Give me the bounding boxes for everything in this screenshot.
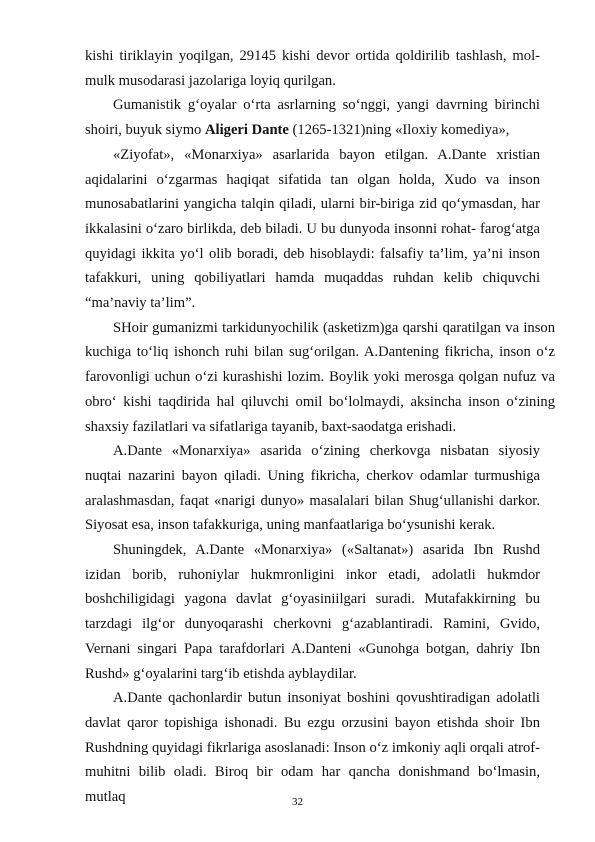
page-number: 32 [292, 796, 303, 808]
page-body [85, 44, 555, 810]
paragraph-adolatli-davlat: A.Dante qachonlardir butun insoniyat boshini qovushtiradigan adolatli davlat qaror topishiga ishonadi. Bu ezgu orzusini bayon etishda shoir Ibn Rushdning quyidagi fikrlariga asoslanadi: Inson o‘z imkoniy aqli orqali atrof-muhitni bilib oladi. Biroq bir odam har qancha donishmand bo‘lmasin, mutlaq [85, 690, 540, 806]
paragraph-shuningdek: Shuningdek, A.Dante «Monarxiya» («Saltanat») asarida Ibn Rushd izidan borib, ruhoniylar hukmronligini inkor etadi, adolatli hukmdor boshchiligidagi yagona davlat g‘oyasiniilgari suradi. Mutafakkirning bu tarzdagi ilg‘or dunyoqarashi cherkovni g‘azablantiradi. Ramini, Gvido, Vernani singari Papa tarafdorlari A.Danteni «Gunohga botgan, dahriy Ibn Rushd» g‘oyalarini targ‘ib etishda ayblaydilar. [85, 542, 540, 682]
paragraph-continuation: kishi tiriklayin yoqilgan, 29145 kishi devor ortida qoldirilib tashlash, mol-mulk musodarasi jazolariga loyiq qurilgan. [85, 48, 540, 89]
paragraph-ziyofat: «Ziyofat», «Monarxiya» asarlarida bayon etilgan. A.Dante xristian aqidalarini o‘zgarmas haqiqat sifatida tan olgan holda, Xudo va inson munosabatlarini yangicha talqin qiladi, ularni bir-biriga zid qo‘ymasdan, har ikkalasini o‘zaro birlikda, deb biladi. U bu dunyoda insonni rohat- farog‘atga quyidagi ikkita yo‘l olib boradi, deb hisoblaydi: falsafiy ta’lim, ya’ni inson tafakkuri, uning qobiliyatlari hamda muqaddas ruhdan kelib chiquvchi “ma’naviy ta’lim”. [85, 146, 540, 312]
paragraph-text-segment: Gumanistik g‘oyalar o‘rta asrlarning so‘nggi, yangi davrning birinchi shoiri, buyuk siymo [85, 97, 540, 139]
bold-name-dante: Aligeri Dante [205, 122, 289, 139]
paragraph-gumanistik [85, 93, 540, 142]
paragraph-shoir-gumanizmi: SHoir gumanizmi tarkidunyochilik (asketizm)ga qarshi qaratilgan va inson kuchiga to‘liq ishonch ruhi bilan sug‘orilgan. A.Dantening fikricha, inson o‘z farovonligi uchun o‘zi kurashishi lozim. Boylik yoki merosga qolgan nufuz va obro‘ kishi taqdirida hal qiluvchi omil bo‘lolmaydi, aksincha inson o‘zining shaxsiy fazilatlari va sifatlariga tayanib, baxt-saodatga erishadi. [85, 319, 555, 435]
paragraph-text-segment: (1265-1321)ning «Iloxiy komediya», [288, 122, 510, 139]
paragraph-monarxiya: A.Dante «Monarxiya» asarida o‘zining cherkovga nisbatan siyosiy nuqtai nazarini bayon qiladi. Uning fikricha, cherkov odamlar turmushiga aralashmasdan, faqat «narigi dunyo» masalalari bilan Shug‘ullanishi darkor. Siyosat esa, inson tafakkuriga, uning manfaatlariga bo‘ysunishi kerak. [85, 443, 540, 534]
